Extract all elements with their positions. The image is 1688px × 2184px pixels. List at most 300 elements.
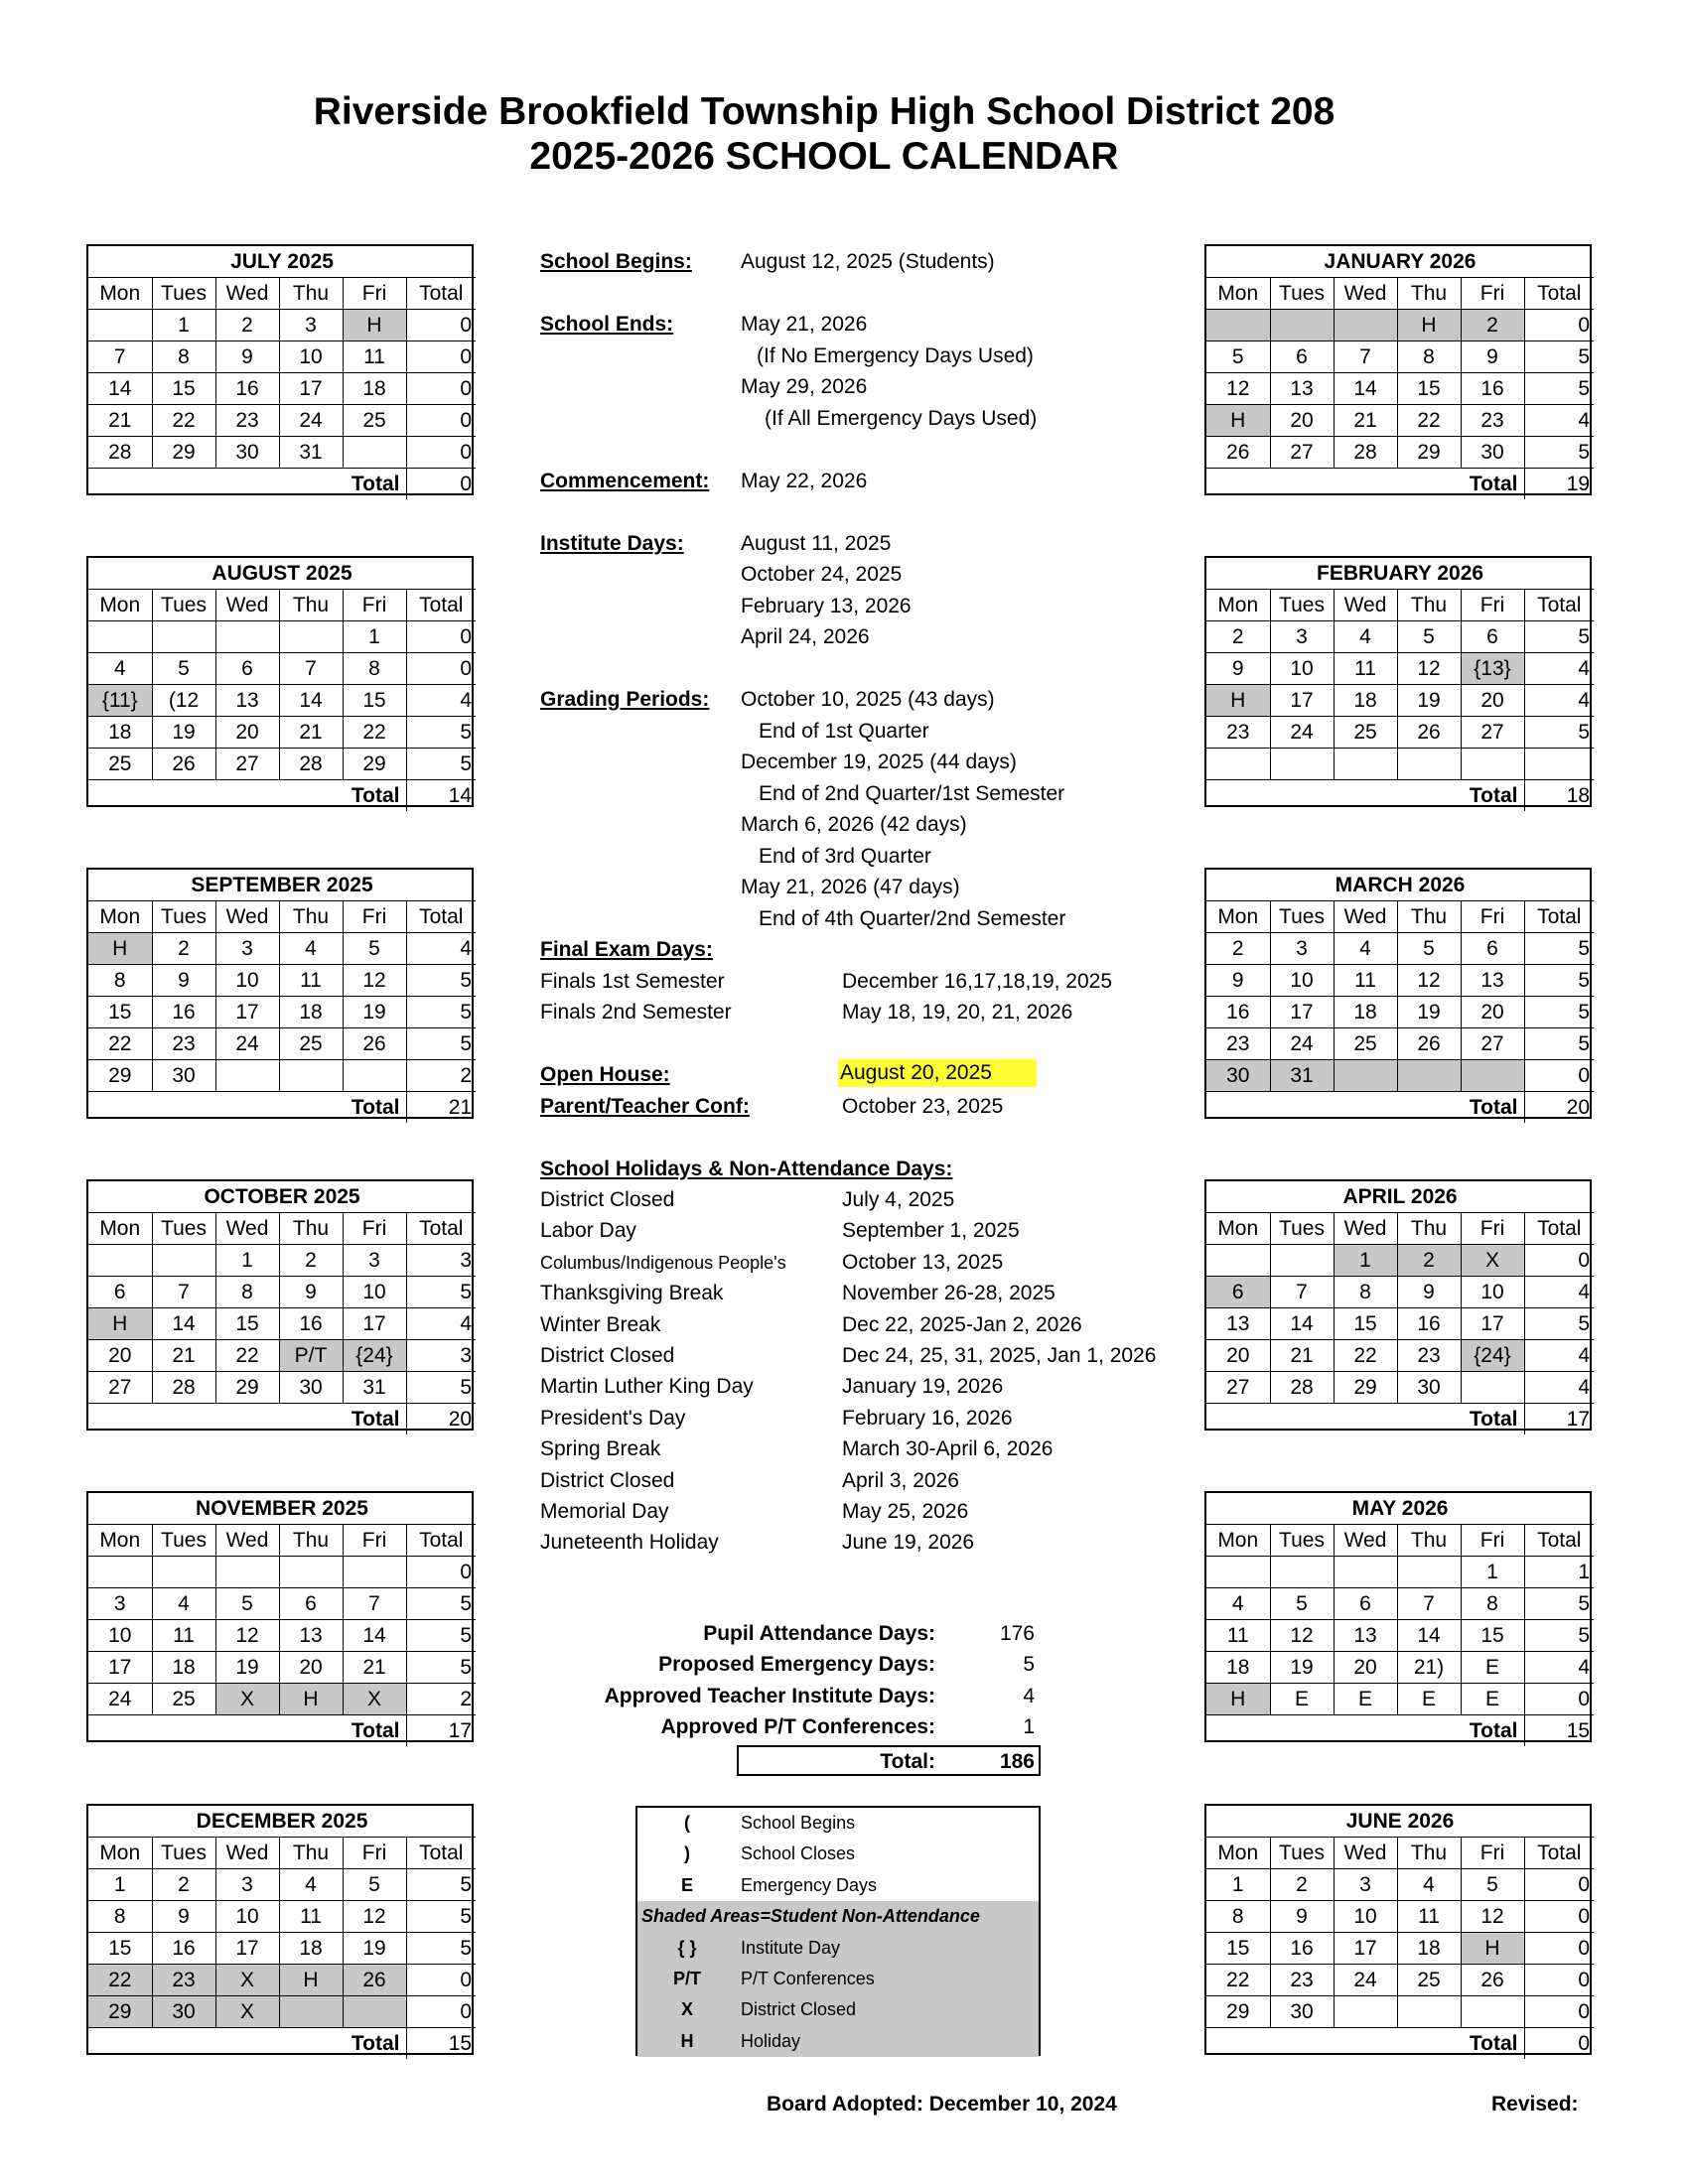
day-cell: 20 <box>1461 685 1524 717</box>
day-cell: 29 <box>152 437 215 469</box>
month-title: JANUARY 2026 <box>1206 246 1594 278</box>
grading-period-line: End of 3rd Quarter <box>759 845 931 868</box>
day-cell: 9 <box>1206 965 1270 997</box>
day-cell: 17 <box>215 1933 279 1965</box>
blank-cell <box>1397 1715 1461 1747</box>
day-header: Fri <box>1461 901 1524 933</box>
day-cell: 19 <box>152 717 215 749</box>
day-cell: 15 <box>88 1933 152 1965</box>
day-cell: 25 <box>1397 1965 1461 1996</box>
day-header: Mon <box>1206 1838 1270 1869</box>
day-cell <box>215 1557 279 1588</box>
day-cell: 4 <box>279 933 343 965</box>
institute-day: August 11, 2025 <box>741 532 892 555</box>
day-cell: 23 <box>1206 717 1270 749</box>
day-cell: 18 <box>343 373 406 405</box>
day-cell: 20 <box>279 1652 343 1684</box>
day-cell: 1 <box>1206 1869 1270 1901</box>
day-cell: 12 <box>1206 373 1270 405</box>
school-ends-line: May 29, 2026 <box>741 375 868 398</box>
summary-total-label: Total: <box>880 1750 935 1773</box>
day-cell: 8 <box>1206 1901 1270 1933</box>
day-cell: 4 <box>1206 1588 1270 1620</box>
month-calendar <box>86 556 474 807</box>
legend-text: Institute Day <box>741 1937 841 1958</box>
day-header: Total <box>406 1525 476 1557</box>
blank-cell <box>1397 469 1461 500</box>
day-cell: 20 <box>215 717 279 749</box>
day-cell: 4 <box>88 653 152 685</box>
day-cell: {11} <box>88 685 152 717</box>
day-cell: 25 <box>88 749 152 780</box>
day-cell: 5 <box>215 1588 279 1620</box>
day-cell: 27 <box>1461 717 1524 749</box>
week-total-cell: 5 <box>1524 437 1594 469</box>
day-header: Thu <box>279 901 343 933</box>
day-cell: 9 <box>152 1901 215 1933</box>
week-total-cell: 5 <box>406 1620 476 1652</box>
day-cell: 2 <box>152 1869 215 1901</box>
day-cell: 5 <box>152 653 215 685</box>
day-header: Thu <box>279 1213 343 1245</box>
day-header: Tues <box>152 1213 215 1245</box>
summary-value: 176 <box>999 1622 1035 1645</box>
week-total-cell: 4 <box>406 933 476 965</box>
day-header: Fri <box>1461 1838 1524 1869</box>
summary-total-value: 186 <box>999 1750 1035 1773</box>
day-cell: 7 <box>279 653 343 685</box>
month-title: APRIL 2026 <box>1206 1181 1594 1213</box>
day-cell: 6 <box>88 1277 152 1308</box>
day-cell: 3 <box>1334 1869 1397 1901</box>
week-total-cell: 1 <box>1524 1557 1594 1588</box>
blank-cell <box>279 1092 343 1124</box>
day-cell: 27 <box>1270 437 1334 469</box>
month-title: NOVEMBER 2025 <box>88 1493 476 1525</box>
day-cell: 1 <box>1461 1557 1524 1588</box>
month-total-label: Total <box>1461 2028 1524 2060</box>
day-cell: 23 <box>152 1965 215 1996</box>
week-total-cell: 5 <box>406 1652 476 1684</box>
school-begins-label: School Begins: <box>540 250 692 273</box>
blank-cell <box>1397 1092 1461 1124</box>
blank-cell <box>88 1715 152 1747</box>
month-calendar <box>1204 868 1592 1119</box>
day-cell: 30 <box>152 1060 215 1092</box>
day-cell: 7 <box>1334 341 1397 373</box>
day-cell: 6 <box>1334 1588 1397 1620</box>
day-cell: 4 <box>152 1588 215 1620</box>
blank-cell <box>279 1404 343 1435</box>
day-cell: 2 <box>1206 621 1270 653</box>
summary-value: 5 <box>1023 1653 1035 1677</box>
day-cell: 23 <box>152 1028 215 1060</box>
day-cell: 11 <box>279 965 343 997</box>
day-cell: 21 <box>279 717 343 749</box>
day-cell: 18 <box>1334 685 1397 717</box>
commencement-label: Commencement: <box>540 470 710 492</box>
day-cell: 7 <box>1270 1277 1334 1308</box>
month-total-label: Total <box>1461 1715 1524 1747</box>
day-cell: 16 <box>215 373 279 405</box>
day-cell: {24} <box>1461 1340 1524 1372</box>
day-cell <box>343 1557 406 1588</box>
day-cell: 23 <box>1461 405 1524 437</box>
day-cell: 19 <box>215 1652 279 1684</box>
legend-row <box>637 1870 1039 1901</box>
week-total-cell: 0 <box>1524 1060 1594 1092</box>
day-cell <box>215 1060 279 1092</box>
day-cell: 4 <box>1397 1869 1461 1901</box>
day-cell: 4 <box>1334 933 1397 965</box>
month-title: FEBRUARY 2026 <box>1206 558 1594 590</box>
blank-cell <box>215 469 279 500</box>
week-total-cell: 5 <box>406 1869 476 1901</box>
day-cell: {13} <box>1461 653 1524 685</box>
week-total-cell: 0 <box>1524 1684 1594 1715</box>
day-cell: 16 <box>1270 1933 1334 1965</box>
legend-row <box>637 1964 1039 1994</box>
day-cell: 18 <box>152 1652 215 1684</box>
day-cell <box>1334 1996 1397 2028</box>
grading-period-line: End of 4th Quarter/2nd Semester <box>759 907 1066 930</box>
day-cell: 11 <box>279 1901 343 1933</box>
day-cell: 15 <box>88 997 152 1028</box>
day-cell <box>1334 310 1397 341</box>
day-cell: 26 <box>1397 1028 1461 1060</box>
summary-label: Approved P/T Conferences: <box>660 1715 935 1739</box>
grading-period-line: October 10, 2025 (43 days) <box>741 688 995 711</box>
day-header: Fri <box>343 278 406 310</box>
day-header: Tues <box>152 1525 215 1557</box>
day-cell: 8 <box>1334 1277 1397 1308</box>
month-total-value: 0 <box>460 473 473 495</box>
day-cell: 12 <box>1461 1901 1524 1933</box>
month-total-label: Total <box>1461 469 1524 500</box>
month-total-value: 15 <box>448 2032 473 2055</box>
day-header: Total <box>1524 1525 1594 1557</box>
week-total-cell: 0 <box>1524 1901 1594 1933</box>
week-total-cell: 0 <box>406 373 476 405</box>
day-cell: 21 <box>88 405 152 437</box>
day-header: Thu <box>279 1838 343 1869</box>
blank-cell <box>1270 1404 1334 1435</box>
month-calendar <box>86 868 474 1119</box>
day-cell: H <box>1206 1684 1270 1715</box>
day-cell: 5 <box>1397 933 1461 965</box>
legend-text: District Closed <box>741 1999 857 2020</box>
week-total-cell: 0 <box>406 1557 476 1588</box>
holiday-date: January 19, 2026 <box>842 1375 1004 1399</box>
day-cell <box>1206 1557 1270 1588</box>
day-cell: 28 <box>88 437 152 469</box>
day-cell: 9 <box>1397 1277 1461 1308</box>
day-cell: 9 <box>279 1277 343 1308</box>
blank-cell <box>152 1092 215 1124</box>
day-cell: 21) <box>1397 1652 1461 1684</box>
month-title: MARCH 2026 <box>1206 870 1594 901</box>
week-total-cell: 0 <box>1524 310 1594 341</box>
legend-symbol: E <box>680 1874 693 1895</box>
day-cell: 6 <box>279 1588 343 1620</box>
day-header: Tues <box>1270 1525 1334 1557</box>
day-cell: 17 <box>215 997 279 1028</box>
school-ends-line: (If All Emergency Days Used) <box>765 407 1038 430</box>
legend-row <box>637 1839 1039 1869</box>
week-total-cell: 5 <box>1524 997 1594 1028</box>
day-cell: 27 <box>88 1372 152 1404</box>
week-total-cell: 4 <box>406 685 476 717</box>
holiday-date: June 19, 2026 <box>842 1531 975 1555</box>
day-cell: 30 <box>1461 437 1524 469</box>
week-total-cell: 0 <box>406 621 476 653</box>
week-total-cell: 0 <box>406 1996 476 2028</box>
day-cell <box>88 310 152 341</box>
blank-cell <box>152 2028 215 2060</box>
day-header: Thu <box>1397 278 1461 310</box>
legend-symbol: X <box>680 1999 693 2020</box>
day-cell <box>1270 1557 1334 1588</box>
month-total-value: 21 <box>448 1096 473 1119</box>
day-cell: 29 <box>88 1996 152 2028</box>
day-cell: 13 <box>1334 1620 1397 1652</box>
day-cell: 24 <box>1334 1965 1397 1996</box>
day-header: Wed <box>1334 1213 1397 1245</box>
day-cell: 7 <box>152 1277 215 1308</box>
day-cell <box>1334 1060 1397 1092</box>
day-cell: {24} <box>343 1340 406 1372</box>
day-cell: 25 <box>1334 1028 1397 1060</box>
day-cell: 29 <box>88 1060 152 1092</box>
day-cell: 20 <box>1206 1340 1270 1372</box>
day-cell: 29 <box>1334 1372 1397 1404</box>
holiday-name: Martin Luther King Day <box>540 1375 754 1399</box>
grading-period-line: December 19, 2025 (44 days) <box>741 751 1017 773</box>
day-cell: 19 <box>343 1933 406 1965</box>
day-cell: H <box>88 933 152 965</box>
day-header: Fri <box>343 1838 406 1869</box>
day-cell: X <box>215 1684 279 1715</box>
week-total-cell: 3 <box>406 1245 476 1277</box>
day-cell: 4 <box>279 1869 343 1901</box>
blank-cell <box>1206 1092 1270 1124</box>
day-cell <box>279 621 343 653</box>
week-total-cell: 0 <box>1524 1996 1594 2028</box>
day-cell: 19 <box>343 997 406 1028</box>
week-total-cell: 4 <box>406 1308 476 1340</box>
day-cell <box>1206 749 1270 780</box>
blank-cell <box>1397 1404 1461 1435</box>
day-cell: 13 <box>1461 965 1524 997</box>
holiday-name: District Closed <box>540 1468 675 1492</box>
blank-cell <box>88 1404 152 1435</box>
day-header: Total <box>406 1213 476 1245</box>
day-cell: 28 <box>279 749 343 780</box>
day-cell <box>1397 749 1461 780</box>
day-cell: 21 <box>343 1652 406 1684</box>
blank-cell <box>215 1715 279 1747</box>
day-cell: 10 <box>88 1620 152 1652</box>
day-cell: 17 <box>88 1652 152 1684</box>
day-cell: 13 <box>1206 1308 1270 1340</box>
day-cell: 18 <box>1334 997 1397 1028</box>
blank-cell <box>88 1092 152 1124</box>
week-total-cell: 0 <box>1524 1869 1594 1901</box>
week-total-cell: 5 <box>406 1933 476 1965</box>
day-cell: 21 <box>152 1340 215 1372</box>
blank-cell <box>1206 2028 1270 2060</box>
month-total-value: 20 <box>1566 1096 1591 1119</box>
day-cell <box>1334 1557 1397 1588</box>
day-cell: X <box>215 1996 279 2028</box>
legend-text: P/T Conferences <box>741 1969 875 1988</box>
day-cell: 20 <box>1270 405 1334 437</box>
blank-cell <box>88 469 152 500</box>
blank-cell <box>152 1715 215 1747</box>
day-cell: 23 <box>1397 1340 1461 1372</box>
day-cell: 1 <box>88 1869 152 1901</box>
day-cell: 6 <box>215 653 279 685</box>
day-cell: 10 <box>279 341 343 373</box>
day-cell: 8 <box>1397 341 1461 373</box>
holiday-name: President's Day <box>540 1406 686 1430</box>
day-cell: 16 <box>279 1308 343 1340</box>
day-cell <box>152 1245 215 1277</box>
day-cell: 24 <box>1270 1028 1334 1060</box>
day-cell: 28 <box>1334 437 1397 469</box>
commencement-value: May 22, 2026 <box>741 470 868 492</box>
week-total-cell: 4 <box>1524 1277 1594 1308</box>
legend-box <box>635 1806 1041 2056</box>
day-header: Mon <box>88 278 152 310</box>
page-title-line2: 2025-2026 SCHOOL CALENDAR <box>529 135 1119 178</box>
grading-period-line: May 21, 2026 (47 days) <box>741 876 960 898</box>
day-cell: 11 <box>152 1620 215 1652</box>
day-cell <box>88 1557 152 1588</box>
day-header: Mon <box>1206 1525 1270 1557</box>
day-cell: 14 <box>152 1308 215 1340</box>
day-header: Mon <box>88 1525 152 1557</box>
week-total-cell: 5 <box>1524 621 1594 653</box>
day-cell: 17 <box>279 373 343 405</box>
blank-cell <box>215 780 279 812</box>
holiday-name: District Closed <box>540 1188 675 1211</box>
day-cell: 11 <box>343 341 406 373</box>
day-cell: 2 <box>1397 1245 1461 1277</box>
holiday-date: Dec 22, 2025-Jan 2, 2026 <box>842 1312 1082 1336</box>
day-cell: 22 <box>1397 405 1461 437</box>
week-total-cell: 4 <box>1524 405 1594 437</box>
day-cell <box>279 1060 343 1092</box>
institute-days-label: Institute Days: <box>540 532 684 555</box>
month-total-value: 0 <box>1578 2032 1591 2055</box>
day-header: Wed <box>1334 1525 1397 1557</box>
week-total-cell: 2 <box>406 1684 476 1715</box>
day-cell: 12 <box>1397 653 1461 685</box>
final-exam-date: December 16,17,18,19, 2025 <box>842 970 1113 993</box>
day-cell: 19 <box>1397 685 1461 717</box>
day-header: Mon <box>1206 590 1270 621</box>
month-total-label: Total <box>1461 780 1524 812</box>
day-cell: 23 <box>1206 1028 1270 1060</box>
day-header: Thu <box>1397 1525 1461 1557</box>
blank-cell <box>279 780 343 812</box>
day-header: Wed <box>1334 278 1397 310</box>
week-total-cell: 5 <box>1524 965 1594 997</box>
summary-value: 1 <box>1023 1715 1035 1739</box>
summary-label: Approved Teacher Institute Days: <box>604 1684 935 1707</box>
day-cell: 29 <box>215 1372 279 1404</box>
holiday-name: District Closed <box>540 1344 675 1367</box>
blank-cell <box>1270 1092 1334 1124</box>
legend-text: Emergency Days <box>741 1874 878 1895</box>
day-cell: 30 <box>279 1372 343 1404</box>
school-ends-line: May 21, 2026 <box>741 313 868 336</box>
month-total-label: Total <box>343 1404 406 1435</box>
day-cell: 6 <box>1461 933 1524 965</box>
institute-day: October 24, 2025 <box>741 563 903 586</box>
day-cell: 24 <box>1270 717 1334 749</box>
day-cell <box>1397 1060 1461 1092</box>
summary-total-box <box>737 1745 1041 1776</box>
day-header: Wed <box>215 1213 279 1245</box>
month-title: AUGUST 2025 <box>88 558 476 590</box>
day-cell <box>343 1060 406 1092</box>
day-cell: 5 <box>1461 1869 1524 1901</box>
day-header: Tues <box>1270 590 1334 621</box>
day-cell: X <box>343 1684 406 1715</box>
day-cell: 27 <box>1461 1028 1524 1060</box>
month-total-label: Total <box>1461 1092 1524 1124</box>
day-cell: 22 <box>88 1965 152 1996</box>
day-cell: 14 <box>1334 373 1397 405</box>
grading-period-line: End of 2nd Quarter/1st Semester <box>759 782 1065 805</box>
day-cell: 10 <box>1270 653 1334 685</box>
day-cell: 26 <box>152 749 215 780</box>
day-cell: 29 <box>1397 437 1461 469</box>
day-cell: 15 <box>152 373 215 405</box>
week-total-cell: 5 <box>406 1901 476 1933</box>
week-total-cell: 0 <box>406 341 476 373</box>
month-calendar <box>86 1491 474 1742</box>
week-total-cell: 0 <box>406 653 476 685</box>
day-cell: 25 <box>1334 717 1397 749</box>
day-cell: 9 <box>1461 341 1524 373</box>
blank-cell <box>88 2028 152 2060</box>
day-cell: 26 <box>1461 1965 1524 1996</box>
day-cell: 15 <box>343 685 406 717</box>
month-total-value: 18 <box>1566 784 1591 807</box>
day-cell: 15 <box>1206 1933 1270 1965</box>
blank-cell <box>1397 780 1461 812</box>
day-cell: 25 <box>343 405 406 437</box>
day-cell: 14 <box>1397 1620 1461 1652</box>
holiday-date: May 25, 2026 <box>842 1500 969 1523</box>
day-cell: 4 <box>1334 621 1397 653</box>
month-total-label: Total <box>343 2028 406 2060</box>
day-cell: 3 <box>215 933 279 965</box>
day-cell <box>1334 749 1397 780</box>
day-cell: 18 <box>1397 1933 1461 1965</box>
day-cell: 11 <box>1334 965 1397 997</box>
revised-label: Revised: <box>1491 2093 1579 2116</box>
day-cell: 8 <box>88 965 152 997</box>
day-cell: 15 <box>1461 1620 1524 1652</box>
day-header: Total <box>1524 901 1594 933</box>
day-cell <box>1461 1996 1524 2028</box>
open-house-value: August 20, 2025 <box>838 1059 1037 1087</box>
day-cell: 7 <box>1397 1588 1461 1620</box>
